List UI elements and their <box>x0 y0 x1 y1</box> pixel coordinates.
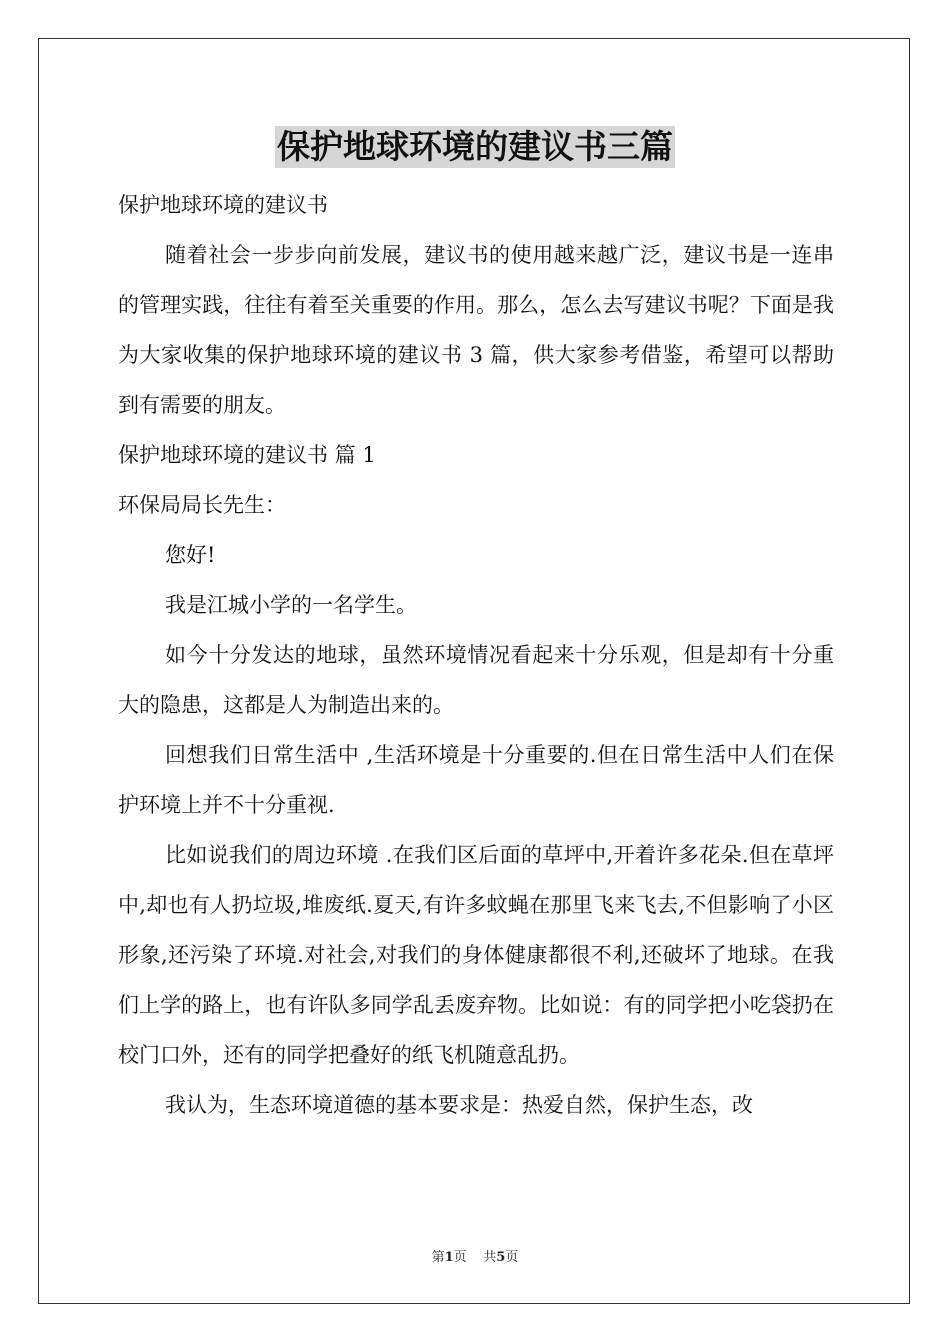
paragraph: 我认为，生态环境道德的基本要求是：热爱自然，保护生态，改 <box>165 1093 753 1117</box>
total-suffix: 页 <box>505 1250 519 1265</box>
section-heading: 保护地球环境的建议书 篇 1 <box>118 443 376 467</box>
greeting: 您好! <box>165 543 216 567</box>
title-container <box>0 126 950 168</box>
paragraph: 回想我们日常生活中 ,生活环境是十分重要的.但在日常生活中人们在保护环境上并不十分重视. <box>118 743 834 817</box>
page-prefix: 第 <box>431 1250 445 1265</box>
document-title: 保护地球环境的建议书三篇 <box>277 127 673 166</box>
page-suffix: 页 <box>453 1250 467 1265</box>
paragraph: 比如说我们的周边环境 .在我们区后面的草坪中,开着许多花朵.但在草坪中,却也有人扔垃圾,堆废纸.夏天,有许多蚊蝇在那里飞来飞去,不但影响了小区形象,还污染了环境.对社会,对我们的身体健康都很不利,还破坏了地球。在我们上学的路上，也有许队多同学乱丢废弃物。比如说：有的同学把小吃袋扔在校门口外，还有的同学把叠好的纸飞机随意乱扔。 <box>118 843 834 1067</box>
paragraph: 随着社会一步步向前发展，建议书的使用越来越广泛，建议书是一连串的管理实践，往往有着至关重要的作用。那么，怎么去写建议书呢？下面是我为大家收集的保护地球环境的建议书 3 篇，供大家参考借鉴，希望可以帮助到有需要的朋友。 <box>118 243 834 417</box>
document-body <box>118 180 834 1130</box>
page-current: 1 <box>444 1250 454 1265</box>
total-prefix: 共 <box>483 1250 497 1265</box>
page-footer <box>0 1246 950 1265</box>
paragraph: 如今十分发达的地球，虽然环境情况看起来十分乐观，但是却有十分重大的隐患，这都是人为制造出来的。 <box>118 643 834 717</box>
page-total: 5 <box>496 1250 506 1265</box>
paragraph: 我是江城小学的一名学生。 <box>165 593 417 617</box>
salutation: 环保局局长先生： <box>118 493 286 517</box>
paragraph: 保护地球环境的建议书 <box>118 193 328 217</box>
